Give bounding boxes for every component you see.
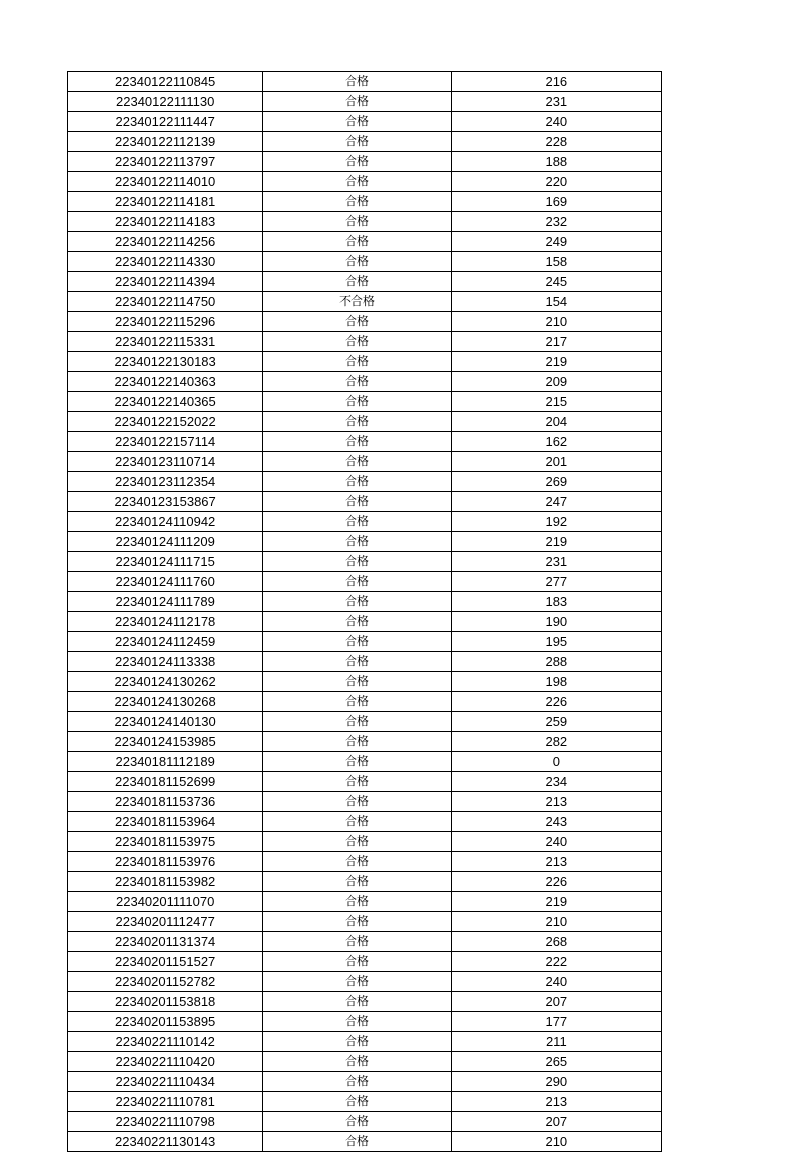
table-row xyxy=(68,1012,662,1032)
result-cell: 合格 xyxy=(263,732,451,752)
exam-id-cell: 22340124111209 xyxy=(68,532,263,552)
table-row xyxy=(68,952,662,972)
table-row xyxy=(68,572,662,592)
table-row xyxy=(68,892,662,912)
score-cell: 201 xyxy=(451,452,661,472)
table-row xyxy=(68,712,662,732)
exam-id-cell: 22340201112477 xyxy=(68,912,263,932)
score-cell: 240 xyxy=(451,832,661,852)
score-cell: 192 xyxy=(451,512,661,532)
table-row xyxy=(68,192,662,212)
exam-id-cell: 22340181153976 xyxy=(68,852,263,872)
score-cell: 268 xyxy=(451,932,661,952)
score-cell: 213 xyxy=(451,852,661,872)
exam-id-cell: 22340122112139 xyxy=(68,132,263,152)
result-cell: 不合格 xyxy=(263,292,451,312)
exam-id-cell: 22340221130143 xyxy=(68,1132,263,1152)
exam-id-cell: 22340123112354 xyxy=(68,472,263,492)
score-cell: 234 xyxy=(451,772,661,792)
score-cell: 210 xyxy=(451,1132,661,1152)
table-row xyxy=(68,972,662,992)
table-row xyxy=(68,152,662,172)
score-cell: 249 xyxy=(451,232,661,252)
result-cell: 合格 xyxy=(263,952,451,972)
score-cell: 228 xyxy=(451,132,661,152)
result-cell: 合格 xyxy=(263,92,451,112)
table-row xyxy=(68,272,662,292)
result-cell: 合格 xyxy=(263,1052,451,1072)
result-cell: 合格 xyxy=(263,612,451,632)
score-cell: 226 xyxy=(451,872,661,892)
score-cell: 277 xyxy=(451,572,661,592)
result-cell: 合格 xyxy=(263,712,451,732)
exam-id-cell: 22340201152782 xyxy=(68,972,263,992)
score-cell: 183 xyxy=(451,592,661,612)
exam-id-cell: 22340122111447 xyxy=(68,112,263,132)
exam-id-cell: 22340122114256 xyxy=(68,232,263,252)
table-row xyxy=(68,592,662,612)
table-row xyxy=(68,292,662,312)
exam-id-cell: 22340124153985 xyxy=(68,732,263,752)
score-cell: 240 xyxy=(451,972,661,992)
exam-id-cell: 22340123153867 xyxy=(68,492,263,512)
exam-id-cell: 22340124112459 xyxy=(68,632,263,652)
table-row xyxy=(68,912,662,932)
table-row xyxy=(68,652,662,672)
score-cell: 210 xyxy=(451,312,661,332)
result-cell: 合格 xyxy=(263,892,451,912)
result-cell: 合格 xyxy=(263,252,451,272)
score-cell: 207 xyxy=(451,992,661,1012)
table-row xyxy=(68,792,662,812)
score-cell: 245 xyxy=(451,272,661,292)
score-cell: 0 xyxy=(451,752,661,772)
score-cell: 290 xyxy=(451,1072,661,1092)
exam-id-cell: 22340123110714 xyxy=(68,452,263,472)
exam-id-cell: 22340221110420 xyxy=(68,1052,263,1072)
score-cell: 282 xyxy=(451,732,661,752)
result-cell: 合格 xyxy=(263,792,451,812)
result-cell: 合格 xyxy=(263,272,451,292)
score-cell: 232 xyxy=(451,212,661,232)
table-row xyxy=(68,392,662,412)
result-cell: 合格 xyxy=(263,632,451,652)
score-cell: 209 xyxy=(451,372,661,392)
table-row xyxy=(68,772,662,792)
result-cell: 合格 xyxy=(263,932,451,952)
exam-id-cell: 22340201153895 xyxy=(68,1012,263,1032)
result-cell: 合格 xyxy=(263,372,451,392)
exam-id-cell: 22340122157114 xyxy=(68,432,263,452)
score-cell: 259 xyxy=(451,712,661,732)
exam-id-cell: 22340181153964 xyxy=(68,812,263,832)
result-cell: 合格 xyxy=(263,452,451,472)
table-row xyxy=(68,872,662,892)
result-cell: 合格 xyxy=(263,572,451,592)
result-cell: 合格 xyxy=(263,152,451,172)
score-cell: 190 xyxy=(451,612,661,632)
score-cell: 216 xyxy=(451,72,661,92)
exam-id-cell: 22340122114181 xyxy=(68,192,263,212)
table-row xyxy=(68,212,662,232)
score-cell: 158 xyxy=(451,252,661,272)
exam-id-cell: 22340221110781 xyxy=(68,1092,263,1112)
table-row xyxy=(68,672,662,692)
score-cell: 222 xyxy=(451,952,661,972)
result-cell: 合格 xyxy=(263,332,451,352)
result-cell: 合格 xyxy=(263,172,451,192)
table-row xyxy=(68,552,662,572)
table-row xyxy=(68,832,662,852)
table-row xyxy=(68,252,662,272)
exam-id-cell: 22340221110798 xyxy=(68,1112,263,1132)
table-row xyxy=(68,492,662,512)
score-cell: 162 xyxy=(451,432,661,452)
exam-id-cell: 22340201111070 xyxy=(68,892,263,912)
exam-id-cell: 22340122114183 xyxy=(68,212,263,232)
score-cell: 188 xyxy=(451,152,661,172)
table-row xyxy=(68,452,662,472)
score-cell: 177 xyxy=(451,1012,661,1032)
exam-id-cell: 22340122140365 xyxy=(68,392,263,412)
result-cell: 合格 xyxy=(263,532,451,552)
result-cell: 合格 xyxy=(263,392,451,412)
table-row xyxy=(68,1052,662,1072)
table-row xyxy=(68,1132,662,1152)
score-cell: 211 xyxy=(451,1032,661,1052)
result-cell: 合格 xyxy=(263,192,451,212)
result-cell: 合格 xyxy=(263,1012,451,1032)
result-cell: 合格 xyxy=(263,1092,451,1112)
exam-id-cell: 22340122114750 xyxy=(68,292,263,312)
score-cell: 231 xyxy=(451,92,661,112)
table-row xyxy=(68,172,662,192)
result-cell: 合格 xyxy=(263,672,451,692)
table-row xyxy=(68,532,662,552)
score-cell: 213 xyxy=(451,1092,661,1112)
score-cell: 219 xyxy=(451,892,661,912)
result-cell: 合格 xyxy=(263,212,451,232)
score-cell: 265 xyxy=(451,1052,661,1072)
table-row xyxy=(68,932,662,952)
table-row xyxy=(68,512,662,532)
result-cell: 合格 xyxy=(263,772,451,792)
score-cell: 226 xyxy=(451,692,661,712)
score-cell: 219 xyxy=(451,532,661,552)
score-cell: 243 xyxy=(451,812,661,832)
table-row xyxy=(68,112,662,132)
score-cell: 231 xyxy=(451,552,661,572)
result-cell: 合格 xyxy=(263,1032,451,1052)
result-cell: 合格 xyxy=(263,652,451,672)
exam-id-cell: 22340122114330 xyxy=(68,252,263,272)
exam-id-cell: 22340122115296 xyxy=(68,312,263,332)
result-cell: 合格 xyxy=(263,512,451,532)
table-row xyxy=(68,232,662,252)
exam-id-cell: 22340181112189 xyxy=(68,752,263,772)
result-cell: 合格 xyxy=(263,992,451,1012)
result-cell: 合格 xyxy=(263,812,451,832)
table-row xyxy=(68,1072,662,1092)
result-cell: 合格 xyxy=(263,412,451,432)
table-row xyxy=(68,432,662,452)
result-cell: 合格 xyxy=(263,132,451,152)
exam-id-cell: 22340122140363 xyxy=(68,372,263,392)
exam-id-cell: 22340122130183 xyxy=(68,352,263,372)
result-cell: 合格 xyxy=(263,72,451,92)
exam-id-cell: 22340124111760 xyxy=(68,572,263,592)
table-row xyxy=(68,332,662,352)
exam-id-cell: 22340122115331 xyxy=(68,332,263,352)
exam-id-cell: 22340124130268 xyxy=(68,692,263,712)
table-row xyxy=(68,92,662,112)
exam-id-cell: 22340124113338 xyxy=(68,652,263,672)
results-table-body xyxy=(68,72,662,1152)
table-row xyxy=(68,632,662,652)
table-row xyxy=(68,372,662,392)
result-cell: 合格 xyxy=(263,872,451,892)
result-cell: 合格 xyxy=(263,592,451,612)
score-cell: 215 xyxy=(451,392,661,412)
result-cell: 合格 xyxy=(263,852,451,872)
table-row xyxy=(68,732,662,752)
result-cell: 合格 xyxy=(263,112,451,132)
table-row xyxy=(68,412,662,432)
exam-id-cell: 22340122110845 xyxy=(68,72,263,92)
table-row xyxy=(68,132,662,152)
table-row xyxy=(68,812,662,832)
exam-id-cell: 22340122114394 xyxy=(68,272,263,292)
score-cell: 269 xyxy=(451,472,661,492)
exam-id-cell: 22340201153818 xyxy=(68,992,263,1012)
exam-id-cell: 22340124112178 xyxy=(68,612,263,632)
exam-id-cell: 22340122113797 xyxy=(68,152,263,172)
score-cell: 169 xyxy=(451,192,661,212)
exam-id-cell: 22340181153975 xyxy=(68,832,263,852)
table-row xyxy=(68,852,662,872)
score-cell: 247 xyxy=(451,492,661,512)
table-row xyxy=(68,352,662,372)
score-cell: 207 xyxy=(451,1112,661,1132)
exam-id-cell: 22340181153982 xyxy=(68,872,263,892)
score-cell: 217 xyxy=(451,332,661,352)
result-cell: 合格 xyxy=(263,352,451,372)
result-cell: 合格 xyxy=(263,472,451,492)
exam-id-cell: 22340124111789 xyxy=(68,592,263,612)
result-cell: 合格 xyxy=(263,1112,451,1132)
result-cell: 合格 xyxy=(263,552,451,572)
exam-id-cell: 22340122152022 xyxy=(68,412,263,432)
result-cell: 合格 xyxy=(263,1072,451,1092)
exam-id-cell: 22340181153736 xyxy=(68,792,263,812)
exam-id-cell: 22340124130262 xyxy=(68,672,263,692)
score-cell: 198 xyxy=(451,672,661,692)
exam-id-cell: 22340201151527 xyxy=(68,952,263,972)
score-cell: 154 xyxy=(451,292,661,312)
table-row xyxy=(68,992,662,1012)
result-cell: 合格 xyxy=(263,832,451,852)
score-cell: 220 xyxy=(451,172,661,192)
table-row xyxy=(68,1032,662,1052)
result-cell: 合格 xyxy=(263,432,451,452)
result-cell: 合格 xyxy=(263,692,451,712)
exam-id-cell: 22340221110434 xyxy=(68,1072,263,1092)
result-cell: 合格 xyxy=(263,492,451,512)
score-cell: 210 xyxy=(451,912,661,932)
exam-id-cell: 22340181152699 xyxy=(68,772,263,792)
result-cell: 合格 xyxy=(263,912,451,932)
exam-id-cell: 22340124140130 xyxy=(68,712,263,732)
exam-id-cell: 22340122114010 xyxy=(68,172,263,192)
table-row xyxy=(68,752,662,772)
result-cell: 合格 xyxy=(263,972,451,992)
score-cell: 219 xyxy=(451,352,661,372)
exam-id-cell: 22340124110942 xyxy=(68,512,263,532)
exam-id-cell: 22340221110142 xyxy=(68,1032,263,1052)
table-row xyxy=(68,72,662,92)
result-cell: 合格 xyxy=(263,312,451,332)
result-cell: 合格 xyxy=(263,1132,451,1152)
table-row xyxy=(68,692,662,712)
table-row xyxy=(68,612,662,632)
score-cell: 240 xyxy=(451,112,661,132)
score-cell: 204 xyxy=(451,412,661,432)
exam-id-cell: 22340122111130 xyxy=(68,92,263,112)
score-cell: 288 xyxy=(451,652,661,672)
table-row xyxy=(68,1092,662,1112)
score-cell: 213 xyxy=(451,792,661,812)
exam-id-cell: 22340201131374 xyxy=(68,932,263,952)
score-cell: 195 xyxy=(451,632,661,652)
table-row xyxy=(68,472,662,492)
exam-id-cell: 22340124111715 xyxy=(68,552,263,572)
results-table xyxy=(67,71,662,1152)
table-row xyxy=(68,312,662,332)
result-cell: 合格 xyxy=(263,232,451,252)
result-cell: 合格 xyxy=(263,752,451,772)
